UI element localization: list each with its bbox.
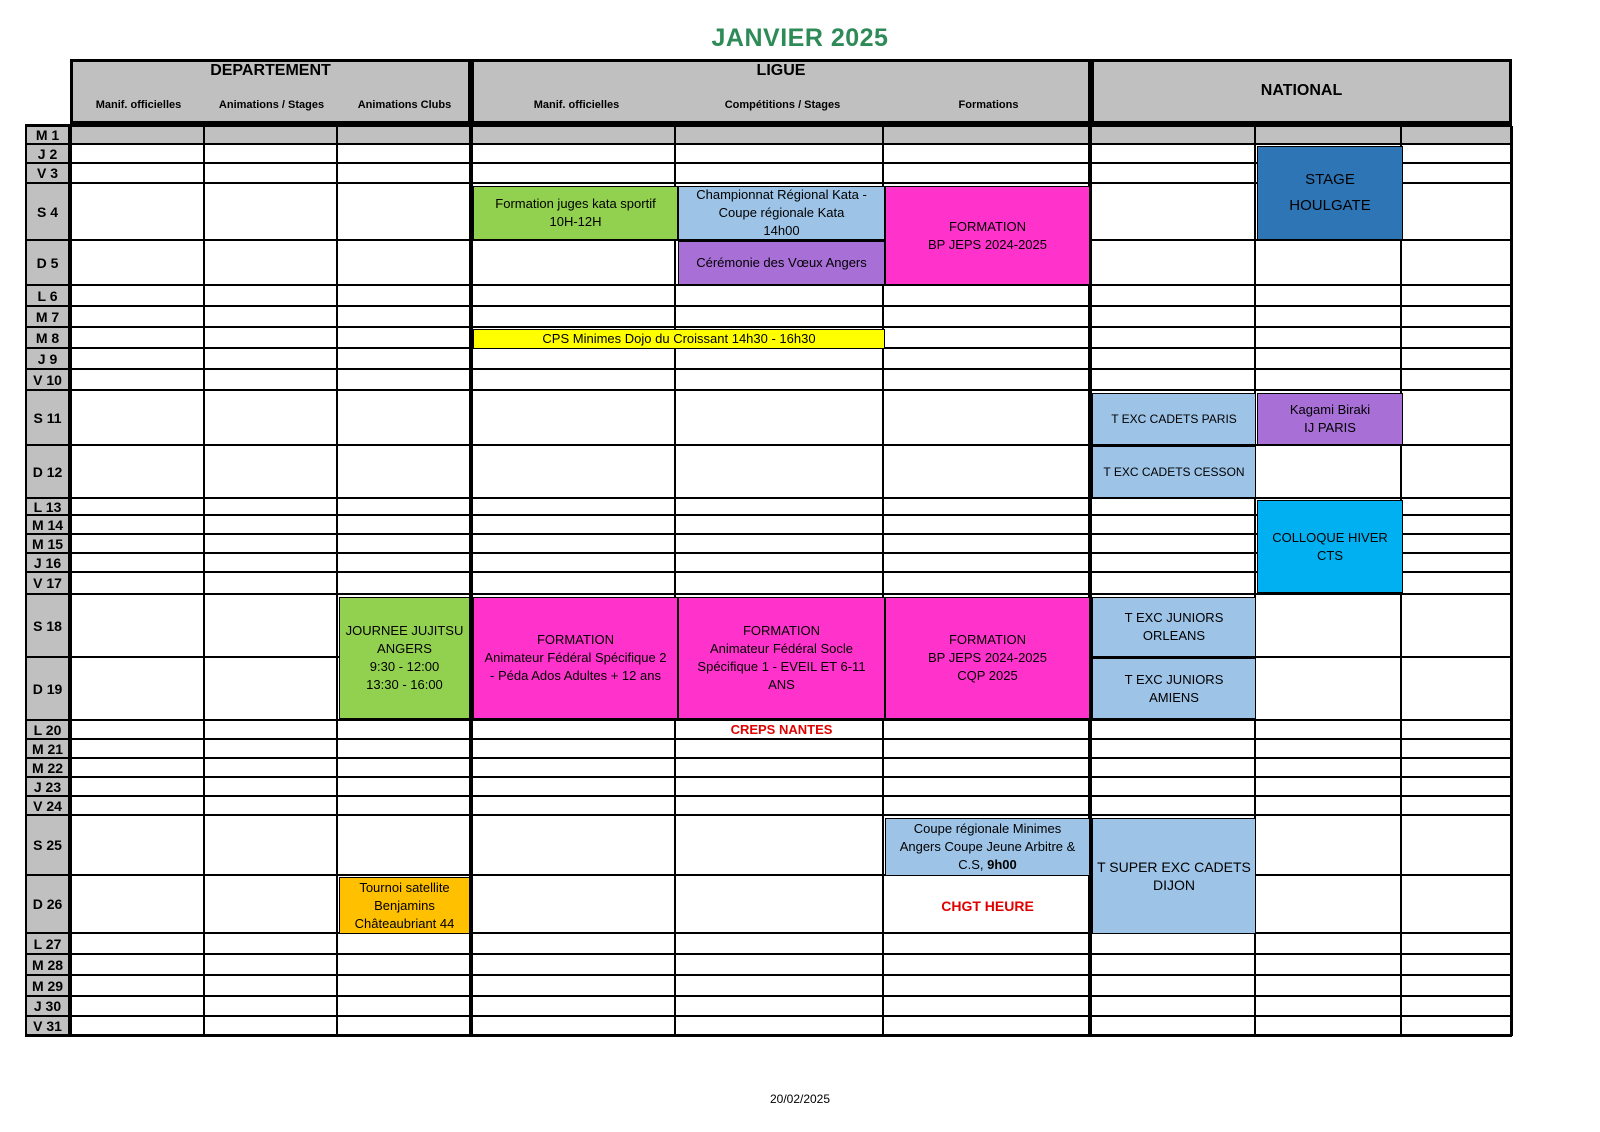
grid-cell: [338, 740, 471, 759]
grid-cell: [471, 241, 676, 286]
grid-cell: [1402, 955, 1512, 976]
grid-cell: [676, 446, 884, 499]
grid-cell: [1402, 391, 1512, 446]
grid-cell: [884, 955, 1090, 976]
grid-cell: [72, 554, 205, 573]
grid-cell: [338, 307, 471, 328]
grid-cell: [1402, 997, 1512, 1017]
grid-cell: [1090, 307, 1256, 328]
grid-cell: [1256, 876, 1402, 934]
grid-cell: [338, 241, 471, 286]
day-label: S 4: [25, 184, 70, 241]
grid-cell: [1256, 955, 1402, 976]
grid-cell: [72, 126, 205, 145]
day-label: M 8: [25, 328, 70, 349]
day-label: D 5: [25, 241, 70, 286]
grid-cell: [676, 573, 884, 595]
grid-cell: [338, 349, 471, 370]
grid-cell: [205, 997, 338, 1017]
grid-cell: [72, 759, 205, 778]
grid-cell: [884, 934, 1090, 955]
day-label: M 21: [25, 740, 70, 759]
grid-cell: [1090, 573, 1256, 595]
grid-cell: [72, 241, 205, 286]
grid-cell: [338, 976, 471, 997]
grid-cell: [471, 740, 676, 759]
grid-cell: [1090, 516, 1256, 535]
grid-cell: [1256, 721, 1402, 740]
footer-date: 20/02/2025: [769, 1092, 831, 1106]
grid-cell: [1402, 976, 1512, 997]
grid-cell: [1090, 778, 1256, 797]
day-label: L 13: [25, 499, 70, 516]
grid-cell: [205, 307, 338, 328]
day-label: M 28: [25, 955, 70, 976]
grid-cell: [1402, 184, 1512, 241]
grid-cell: [338, 126, 471, 145]
grid-cell: [1402, 554, 1512, 573]
grid-cell: [1402, 573, 1512, 595]
grid-cell: [471, 370, 676, 391]
grid-cell: [338, 516, 471, 535]
grid-cell: [1256, 595, 1402, 658]
grid-cell: [1256, 307, 1402, 328]
event-t-exc-juniors-orleans: T EXC JUNIORS ORLEANS: [1092, 597, 1256, 657]
grid-cell: [1090, 286, 1256, 307]
grid-cell: [1402, 499, 1512, 516]
grid-cell: [205, 955, 338, 976]
event-ceremonie-voeux: Cérémonie des Vœux Angers: [678, 241, 885, 285]
grid-cell: [884, 164, 1090, 184]
grid-cell: [884, 145, 1090, 164]
grid-cell: [205, 499, 338, 516]
section-separator: [1511, 126, 1513, 1036]
day-label: M 1: [25, 126, 70, 145]
grid-cell: [1090, 535, 1256, 554]
grid-cell: [471, 391, 676, 446]
grid-cell: [1090, 145, 1256, 164]
grid-cell: [338, 184, 471, 241]
grid-cell: [205, 934, 338, 955]
header-departement-label: DEPARTEMENT: [210, 62, 331, 79]
grid-cell: [72, 595, 205, 658]
event-t-exc-juniors-amiens: T EXC JUNIORS AMIENS: [1092, 658, 1256, 719]
grid-cell: [72, 184, 205, 241]
grid-cell: [1090, 740, 1256, 759]
grid-cell: [676, 516, 884, 535]
grid-cell: [676, 934, 884, 955]
grid-cell: [884, 126, 1090, 145]
event-journee-jujitsu: JOURNEE JUJITSU ANGERS 9:30 - 12:00 13:30 - 16:00: [339, 597, 470, 719]
grid-cell: [205, 145, 338, 164]
grid-cell: [72, 976, 205, 997]
grid-cell: [471, 554, 676, 573]
grid-cell: [1402, 934, 1512, 955]
grid-cell: [471, 778, 676, 797]
event-coupe-regionale-minimes-text: Coupe régionale Minimes Angers Coupe Jeune Arbitre & C.S,: [899, 821, 1076, 872]
grid-cell: [884, 391, 1090, 446]
grid-cell: [72, 721, 205, 740]
grid-cell: [338, 370, 471, 391]
day-label: V 31: [25, 1017, 70, 1036]
grid-cell: [676, 554, 884, 573]
grid-cell: [1256, 446, 1402, 499]
grid-cell: [1402, 328, 1512, 349]
day-label: J 16: [25, 554, 70, 573]
grid-bottom-border: [25, 1034, 1512, 1037]
grid-cell: [1402, 759, 1512, 778]
grid-cell: [676, 164, 884, 184]
grid-cell: [338, 554, 471, 573]
grid-cell: [676, 816, 884, 876]
grid-cell: [676, 286, 884, 307]
grid-cell: [338, 328, 471, 349]
event-coupe-regionale-minimes: [885, 818, 1090, 876]
grid-cell: [338, 934, 471, 955]
grid-cell: [338, 446, 471, 499]
grid-cell: [884, 778, 1090, 797]
grid-cell: [205, 554, 338, 573]
grid-cell: [1090, 499, 1256, 516]
event-formation-animateur-specifique: FORMATION Animateur Fédéral Spécifique 2 - Péda Ados Adultes + 12 ans: [473, 597, 678, 719]
grid-cell: [1090, 721, 1256, 740]
event-t-exc-cadets-cesson: T EXC CADETS CESSON: [1092, 446, 1256, 498]
grid-cell: [338, 499, 471, 516]
grid-cell: [72, 516, 205, 535]
grid-cell: [1256, 759, 1402, 778]
grid-cell: [1402, 145, 1512, 164]
day-label: S 11: [25, 391, 70, 446]
event-colloque-hiver: COLLOQUE HIVER CTS: [1257, 500, 1403, 593]
grid-cell: [471, 535, 676, 554]
grid-cell: [72, 164, 205, 184]
header-dep-col-1: Manif. officielles: [95, 99, 182, 111]
grid-top-border: [25, 124, 1512, 127]
header-ligue-col-3: Formations: [958, 99, 1019, 111]
page-title: JANVIER 2025: [711, 24, 889, 52]
grid-cell: [338, 997, 471, 1017]
grid-cell: [471, 516, 676, 535]
grid-cell: [1402, 516, 1512, 535]
grid-cell: [72, 955, 205, 976]
grid-cell: [676, 370, 884, 391]
grid-cell: [1256, 997, 1402, 1017]
header-dep-col-2: Animations / Stages: [218, 99, 325, 111]
event-t-exc-cadets-paris: T EXC CADETS PARIS: [1092, 393, 1256, 445]
grid-cell: [72, 286, 205, 307]
grid-cell: [205, 328, 338, 349]
grid-cell: [471, 976, 676, 997]
header-national-label: NATIONAL: [1260, 82, 1343, 99]
grid-cell: [72, 307, 205, 328]
day-label: V 3: [25, 164, 70, 184]
grid-cell: [1402, 658, 1512, 721]
grid-cell: [72, 535, 205, 554]
day-label: S 18: [25, 595, 70, 658]
grid-cell: [205, 241, 338, 286]
header-ligue-label: LIGUE: [756, 62, 806, 79]
grid-cell: [205, 976, 338, 997]
grid-cell: [676, 976, 884, 997]
day-label: M 15: [25, 535, 70, 554]
grid-cell: [1402, 446, 1512, 499]
grid-cell: [72, 391, 205, 446]
grid-cell: [884, 499, 1090, 516]
grid-cell: [884, 740, 1090, 759]
grid-cell: [72, 145, 205, 164]
grid-cell: [205, 535, 338, 554]
grid-cell: [471, 955, 676, 976]
day-label: V 17: [25, 573, 70, 595]
grid-cell: [1090, 349, 1256, 370]
grid-cell: [205, 370, 338, 391]
grid-cell: [884, 446, 1090, 499]
day-label: J 9: [25, 349, 70, 370]
grid-cell: [1090, 370, 1256, 391]
grid-cell: [1090, 759, 1256, 778]
grid-cell: [884, 328, 1090, 349]
grid-cell: [1090, 976, 1256, 997]
grid-cell: [338, 778, 471, 797]
grid-cell: [471, 349, 676, 370]
event-formation-animateur-socle: FORMATION Animateur Fédéral Socle Spécifique 1 - EVEIL ET 6-11 ANS: [678, 597, 885, 719]
day-label: V 24: [25, 797, 70, 816]
grid-cell: [72, 328, 205, 349]
grid-cell: [676, 997, 884, 1017]
grid-cell: [1402, 778, 1512, 797]
grid-cell: [72, 658, 205, 721]
grid-cell: [72, 370, 205, 391]
event-stage-houlgate: STAGE HOULGATE: [1257, 146, 1403, 240]
grid-cell: [338, 145, 471, 164]
grid-cell: [1402, 370, 1512, 391]
header-ligue-col-2: Compétitions / Stages: [724, 99, 841, 111]
grid-cell: [338, 164, 471, 184]
grid-cell: [884, 370, 1090, 391]
grid-cell: [471, 446, 676, 499]
grid-cell: [1256, 934, 1402, 955]
event-kagami-biraki: Kagami Biraki IJ PARIS: [1257, 393, 1403, 445]
grid-cell: [1402, 721, 1512, 740]
grid-cell: [676, 126, 884, 145]
grid-cell: [676, 145, 884, 164]
grid-cell: [884, 759, 1090, 778]
grid-cell: [884, 535, 1090, 554]
grid-cell: [676, 759, 884, 778]
grid-cell: [676, 349, 884, 370]
grid-cell: [72, 876, 205, 934]
section-separator: [69, 126, 72, 1036]
grid-cell: [1090, 184, 1256, 241]
grid-cell: [338, 759, 471, 778]
grid-cell: [338, 721, 471, 740]
grid-cell: [72, 740, 205, 759]
grid-cell: [1256, 740, 1402, 759]
grid-cell: [884, 516, 1090, 535]
grid-cell: [205, 876, 338, 934]
day-label: D 19: [25, 658, 70, 721]
day-label: D 26: [25, 876, 70, 934]
grid-cell: [205, 446, 338, 499]
grid-cell: [1402, 164, 1512, 184]
grid-cell: [205, 126, 338, 145]
grid-cell: [884, 286, 1090, 307]
grid-cell: [205, 164, 338, 184]
grid-cell: [471, 307, 676, 328]
grid-cell: [1256, 328, 1402, 349]
grid-cell: [1256, 778, 1402, 797]
grid-cell: [884, 573, 1090, 595]
grid-cell: [471, 573, 676, 595]
grid-cell: [338, 391, 471, 446]
grid-cell: [205, 658, 338, 721]
grid-cell: [205, 516, 338, 535]
event-tournoi-satellite: Tournoi satellite Benjamins Châteaubriant 44: [339, 877, 470, 934]
grid-cell: [338, 535, 471, 554]
grid-cell: [676, 499, 884, 516]
grid-cell: [1256, 976, 1402, 997]
day-label: M 14: [25, 516, 70, 535]
grid-cell: [471, 759, 676, 778]
grid-cell: [205, 349, 338, 370]
grid-cell: [72, 349, 205, 370]
event-formation-juges-kata: Formation juges kata sportif 10H-12H: [473, 186, 678, 240]
grid-cell: [1256, 370, 1402, 391]
day-label: J 30: [25, 997, 70, 1017]
grid-cell: [72, 934, 205, 955]
grid-cell: [471, 499, 676, 516]
event-t-super-exc-cadets: T SUPER EXC CADETS DIJON: [1092, 818, 1256, 934]
day-label: L 27: [25, 934, 70, 955]
grid-cell: [205, 286, 338, 307]
grid-cell: [1090, 955, 1256, 976]
header-ligue-col-1: Manif. officielles: [533, 99, 620, 111]
event-coupe-regionale-minimes-time: 9h00: [987, 857, 1017, 872]
grid-cell: [1256, 241, 1402, 286]
event-creps-nantes: CREPS NANTES: [730, 722, 833, 737]
grid-cell: [471, 816, 676, 876]
day-label: V 10: [25, 370, 70, 391]
grid-cell: [1090, 164, 1256, 184]
event-bp-jeps-cqp: FORMATION BP JEPS 2024-2025 CQP 2025: [885, 597, 1090, 719]
grid-cell: [676, 740, 884, 759]
grid-cell: [676, 535, 884, 554]
grid-cell: [205, 759, 338, 778]
grid-cell: [72, 997, 205, 1017]
day-label: J 23: [25, 778, 70, 797]
day-label: L 6: [25, 286, 70, 307]
grid-cell: [1090, 934, 1256, 955]
grid-cell: [1402, 816, 1512, 876]
grid-cell: [1256, 126, 1402, 145]
grid-cell: [72, 499, 205, 516]
grid-cell: [471, 145, 676, 164]
grid-cell: [1402, 241, 1512, 286]
grid-cell: [1256, 816, 1402, 876]
grid-cell: [72, 446, 205, 499]
grid-cell: [676, 391, 884, 446]
grid-cell: [72, 778, 205, 797]
grid-cell: [72, 816, 205, 876]
grid-cell: [205, 595, 338, 658]
grid-cell: [1402, 535, 1512, 554]
event-cps-minimes: CPS Minimes Dojo du Croissant 14h30 - 16h30: [473, 329, 885, 349]
grid-cell: [1256, 286, 1402, 307]
grid-cell: [1090, 554, 1256, 573]
grid-cell: [1090, 997, 1256, 1017]
grid-cell: [1090, 241, 1256, 286]
grid-cell: [1402, 740, 1512, 759]
grid-cell: [471, 126, 676, 145]
grid-cell: [205, 391, 338, 446]
grid-cell: [471, 934, 676, 955]
grid-cell: [676, 876, 884, 934]
grid-cell: [676, 955, 884, 976]
event-chgt-heure: CHGT HEURE: [941, 897, 1034, 914]
grid-cell: [884, 307, 1090, 328]
grid-cell: [1402, 126, 1512, 145]
grid-cell: [1090, 126, 1256, 145]
grid-cell: [1402, 307, 1512, 328]
day-label: S 25: [25, 816, 70, 876]
grid-cell: [205, 184, 338, 241]
grid-cell: [1402, 876, 1512, 934]
grid-cell: [471, 876, 676, 934]
day-label: L 20: [25, 721, 70, 740]
grid-cell: [1402, 349, 1512, 370]
grid-cell: [1256, 349, 1402, 370]
grid-cell: [1090, 328, 1256, 349]
grid-cell: [884, 554, 1090, 573]
grid-cell: [1402, 595, 1512, 658]
grid-cell: [471, 997, 676, 1017]
day-label: J 2: [25, 145, 70, 164]
grid-cell: [884, 976, 1090, 997]
grid-cell: [338, 286, 471, 307]
grid-cell: [205, 816, 338, 876]
grid-cell: [1256, 658, 1402, 721]
grid-cell: [471, 164, 676, 184]
day-label: M 22: [25, 759, 70, 778]
grid-cell: [471, 286, 676, 307]
day-label: D 12: [25, 446, 70, 499]
grid-cell: [205, 740, 338, 759]
day-label: M 7: [25, 307, 70, 328]
header-dep-col-3: Animations Clubs: [357, 99, 452, 111]
event-championnat-regional-kata: Championnat Régional Kata - Coupe régionale Kata 14h00: [678, 186, 885, 240]
grid-cell: [205, 778, 338, 797]
grid-cell: [205, 573, 338, 595]
grid-cell: [884, 997, 1090, 1017]
grid-cell: [338, 573, 471, 595]
grid-cell: [884, 349, 1090, 370]
grid-cell: [1402, 286, 1512, 307]
event-bp-jeps-january: FORMATION BP JEPS 2024-2025: [885, 186, 1090, 285]
section-separator: [470, 126, 473, 1036]
grid-cell: [676, 307, 884, 328]
grid-cell: [676, 778, 884, 797]
grid-cell: [205, 721, 338, 740]
grid-cell: [338, 816, 471, 876]
grid-cell: [72, 573, 205, 595]
grid-cell: [338, 955, 471, 976]
day-label: M 29: [25, 976, 70, 997]
